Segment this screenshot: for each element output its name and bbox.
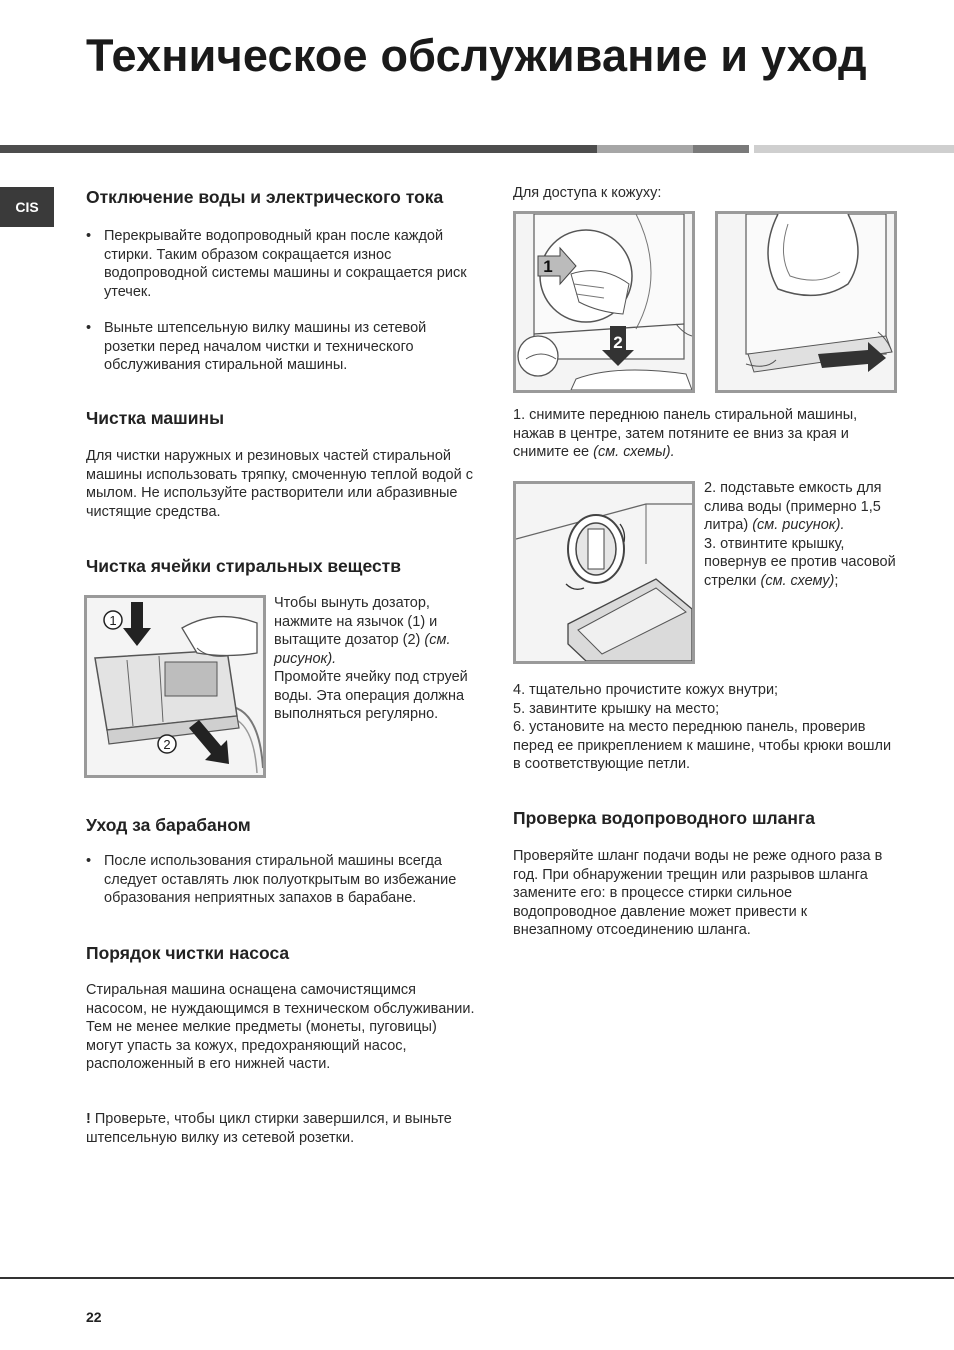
step-1-text [513, 406, 893, 462]
figure-label-1: 1 [109, 613, 117, 628]
step-3: 3. отвинтите крышку, повернув ее против часовой стрелки [704, 535, 896, 589]
step-3-end: ; [834, 572, 839, 589]
detergent-drawer-figure [84, 595, 266, 778]
section-heading-hose: Проверка водопроводного шланга [513, 808, 815, 828]
list-item: • После использования стиральной машины всегда следует оставлять люк полуоткрытым во избежание образования неприятных запахов в барабане. [86, 852, 481, 908]
remove-panel-figure [513, 211, 695, 393]
footer-rule [0, 1277, 954, 1279]
page-title: Техническое обслуживание и уход [86, 30, 867, 81]
steps-4-6 [513, 681, 898, 774]
header-bar-mid [693, 145, 749, 153]
water-power-bullets [86, 227, 471, 375]
panel-removed-illustration [718, 214, 894, 390]
list-item: • Перекрывайте водопроводный кран после каждой стирки. Таким образом сокращается износ водопроводной системы машины и сокращается риск утечек. [86, 227, 471, 301]
step-1: 1. снимите переднюю панель стиральной машины, нажав в центре, затем потяните ее вниз за края и снимите ее [513, 407, 858, 460]
detergent-text-a: Чтобы вынуть дозатор, нажмите на язычок (1) и вытащите дозатор (2) [274, 595, 438, 648]
figure-label-2: 2 [163, 737, 171, 752]
step-1-em: (см. схемы). [593, 444, 675, 460]
figure-label-2: 2 [613, 333, 623, 352]
detergent-text-b: Промойте ячейку под струей воды. Эта операция должна выполняться регулярно. [274, 669, 468, 722]
section-heading-water-power: Отключение воды и электрического тока [86, 187, 444, 207]
warning-mark: ! [86, 1111, 91, 1127]
detergent-text [274, 594, 474, 724]
pump-cap-figure [513, 481, 695, 664]
list-item: 5. завинтите крышку на место; [513, 700, 720, 717]
access-intro: Для доступа к кожуху: [513, 185, 662, 201]
detergent-text-em: (см. рисунок). [274, 632, 451, 667]
drum-bullets [86, 852, 481, 908]
panel-removed-figure [715, 211, 897, 393]
step-3-line [704, 535, 899, 591]
section-heading-drum: Уход за барабаном [86, 815, 251, 835]
list-item: 4. тщательно прочистите кожух внутри; [513, 682, 779, 698]
list-item: 6. установите на место переднюю панель, проверив перед ее прикреплением к машине, чтобы крюки вошли в соответствующие петли. [513, 719, 892, 772]
pump-text: Стиральная машина оснащена самочистящимся насосом, не нуждающимся в техническом обслуживании. Тем не менее мелкие предметы (монеты, пуговицы) могут упасть за кожух, предохраняющий насос, расположенный в его нижней части. [86, 982, 475, 1072]
language-tag: CIS [0, 187, 54, 227]
section-heading-cleaning: Чистка машины [86, 408, 225, 428]
list-item: • Выньте штепсельную вилку машины из сетевой розетки перед началом чистки и технического обслуживания стиральной машины. [86, 319, 471, 375]
step-2-em: (см. рисунок). [752, 517, 845, 533]
section-heading-detergent: Чистка ячейки стиральных веществ [86, 556, 402, 576]
step-2: 2. подставьте емкость для слива воды (примерно 1,5 литра) [704, 480, 882, 533]
section-heading-pump: Порядок чистки насоса [86, 943, 290, 963]
step-3-em: (см. схему) [760, 572, 835, 589]
pump-warning [86, 1110, 478, 1147]
page-number: 22 [86, 1309, 102, 1325]
cleaning-text: Для чистки наружных и резиновых частей стиральной машины использовать тряпку, смоченную теплой водой с мылом. Не используйте растворители или абразивные чистящие средства. [86, 448, 474, 520]
detergent-drawer-illustration [87, 598, 263, 775]
warning-text: Проверьте, чтобы цикл стирки завершился, и выньте штепсельную вилку из сетевой розетки. [86, 1111, 452, 1146]
hose-text: Проверяйте шланг подачи воды не реже одного раза в год. При обнаружении трещин или разрывов шланга замените его: в процессе стирки сильное водопроводное давление может привести к внезапному отсоединению шланга. [513, 848, 883, 938]
header-bar-light [597, 145, 693, 153]
figure-label-1: 1 [543, 257, 553, 276]
steps-2-3-text [704, 479, 899, 590]
header-bar-pale [754, 145, 954, 153]
remove-panel-illustration [516, 214, 692, 390]
pump-cap-illustration [516, 484, 692, 661]
header-bar-dark [0, 145, 597, 153]
